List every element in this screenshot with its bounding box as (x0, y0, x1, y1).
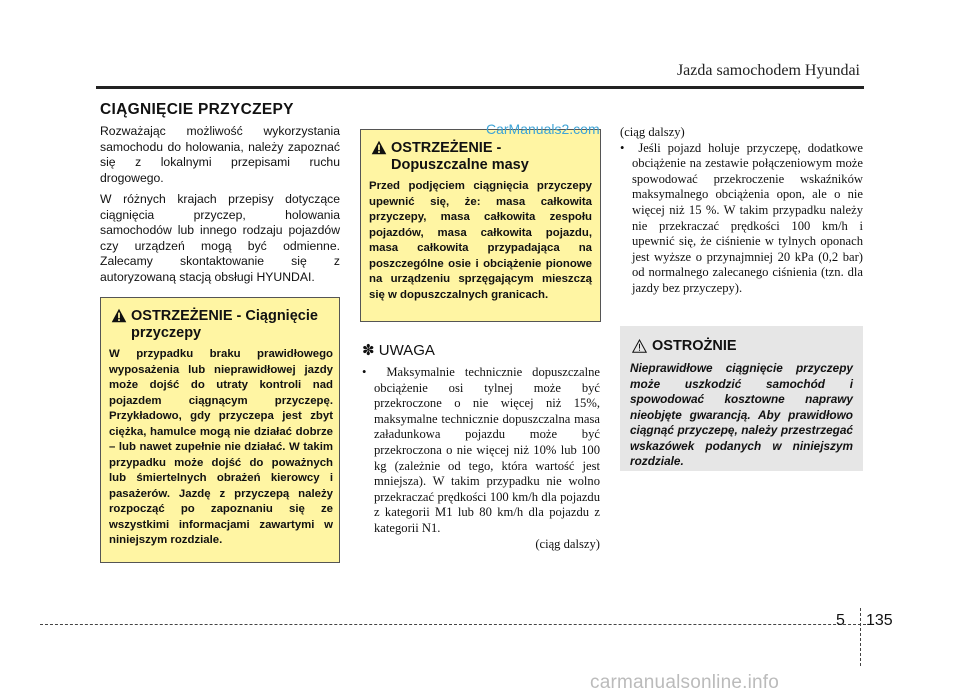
note-title (362, 341, 435, 359)
note-list-item: • Maksymalnie technicznie dopuszczalne obciążenie osi tylnej może być przekroczone o nie więcej niż 15%, maksymalne technicznie dopuszczalna masa załadunkowa pojazdu może być przekroczona o nie więcej niż 10% lub 100 kg (zależnie od tego, która wartość jest mniejsza). W takim przypadku nie wolno przekraczać prędkości 100 km/h dla pojazdu z kategorii M1 lub 80 km/h dla pojazdu z kategorii N1. (362, 365, 600, 535)
caution-box (620, 326, 863, 471)
note-title-text: UWAGA (378, 342, 435, 359)
chapter-number: 5 (836, 612, 845, 629)
warning-title-text: OSTRZEŻENIE - Dopuszczalne masy (391, 140, 529, 173)
warning-triangle-icon (111, 308, 127, 323)
note-list (362, 365, 600, 552)
intro-paragraph-1: Rozważając możliwość wykorzystania samochodu do holowania, należy zapoznać się z lokalnymi przepisami ruchu drogowego. (100, 124, 340, 185)
footer-vertical-divider (860, 608, 861, 666)
caution-body: Nieprawidłowe ciągnięcie przyczepy może uszkodzić samochód i spowodować kosztowne naprawy nieobjęte gwarancją. Aby prawidłowo ciągnąć przyczepę, należy przestrzegać wskazówek podanych w niniejszym rozdziale. (630, 361, 853, 468)
section-title: CIĄGNIĘCIE PRZYCZEPY (100, 101, 294, 118)
note-marker-icon: ✽ (362, 342, 375, 359)
warning-box-towing (100, 297, 340, 563)
warning-title-weights (369, 140, 592, 174)
intro-text (100, 124, 340, 285)
warning-body-towing: W przypadku braku prawidłowego wyposażenia lub nieprawidłowej jazdy może dojść do utraty kontroli nad pojazdem ciągnącym przyczepę. Przykładowo, gdy przyczepa jest zbyt ciężka, hamulce mogą nie działać dobrze – lub nawet zupełnie nie działać. W takim przypadku może dojść do poważnych lub śmiertelnych obrażeń kierowcy i pasażerów. Jazdę z przyczepą należy rozpocząć po zapoznaniu się ze wszystkimi informacjami zawartymi w niniejszym rozdziale. (109, 348, 333, 546)
warning-triangle-icon (371, 140, 387, 155)
note-item-text: Maksymalnie technicznie dopuszczalne obciążenie osi tylnej może być przekroczone o nie więcej niż 15%, maksymalne technicznie dopuszczalna masa załadunkowa pojazdu może być przekroczona o nie więcej niż 10% lub 100 kg (zależnie od tego, która wartość jest mniejsza). W takim przypadku nie wolno przekraczać prędkości 100 km/h dla pojazdu z kategorii M1 lub 80 km/h dla pojazdu z kategorii N1. (374, 365, 600, 535)
continued-column (620, 125, 863, 297)
continued-heading: (ciąg dalszy) (620, 125, 685, 139)
watermark-bottom: carmanualsonline.info (590, 672, 780, 693)
warning-box-weights (360, 129, 601, 322)
intro-paragraph-2: W różnych krajach przepisy dotyczące ciągnięcia przyczep, holowania samochodów lub innego rodzaju pojazdów czy urządzeń mogą być odmienne. Zalecamy skontaktowanie się z autoryzowaną stacją obsługi HYUNDAI. (100, 192, 340, 284)
warning-title-text: OSTRZEŻENIE - Ciągnięcie przyczepy (131, 308, 318, 341)
caution-title-text: OSTROŻNIE (652, 338, 737, 354)
caution-triangle-icon (632, 339, 647, 353)
caution-title (630, 338, 853, 355)
page-number: 135 (866, 612, 893, 629)
footer-divider (40, 624, 866, 625)
continued-item-text: Jeśli pojazd holuje przyczepę, dodatkowe obciążenie na zestawie połączeniowym może spowodować przekroczenie wskaźników maksymalnego obciążenia opon, ale o nie więcej niż 15 %. W takim przypadku należy nie przekraczać prędkości 100 km/h i upewnić się, że ciśnienie w tylnych oponach jest wyższe o przynajmniej 20 kPa (0,2 bar) od normalnego zalecanego ciśnienia (tzn. dla jazdy bez przyczepy). (632, 140, 863, 295)
warning-body-weights: Przed podjęciem ciągnięcia przyczepy upewnić się, że: masa całkowita przyczepy, masa całkowita zespołu pojazdów, masa całkowita pojazdu, masa całkowita przypadająca na poszczególne osie i obciążenie pionowe na urządzeniu sprzęgającym mieszczą się w dopuszczalnych granicach. (369, 180, 592, 301)
header-rule (96, 86, 864, 89)
continued-list-item: • Jeśli pojazd holuje przyczepę, dodatkowe obciążenie na zestawie połączeniowym może spowodować przekroczenie wskaźników maksymalnego obciążenia opon, ale o nie więcej niż 15 %. W takim przypadku należy nie przekraczać prędkości 100 km/h i upewnić się, że ciśnienie w tylnych oponach jest wyższe o przynajmniej 20 kPa (0,2 bar) od normalnego zalecanego ciśnienia (tzn. dla jazdy bez przyczepy). (620, 140, 863, 295)
watermark-top: CarManuals2.com (486, 121, 600, 137)
warning-title-towing (109, 308, 333, 342)
running-header: Jazda samochodem Hyundai (676, 62, 860, 79)
continued-label: (ciąg dalszy) (535, 536, 600, 551)
